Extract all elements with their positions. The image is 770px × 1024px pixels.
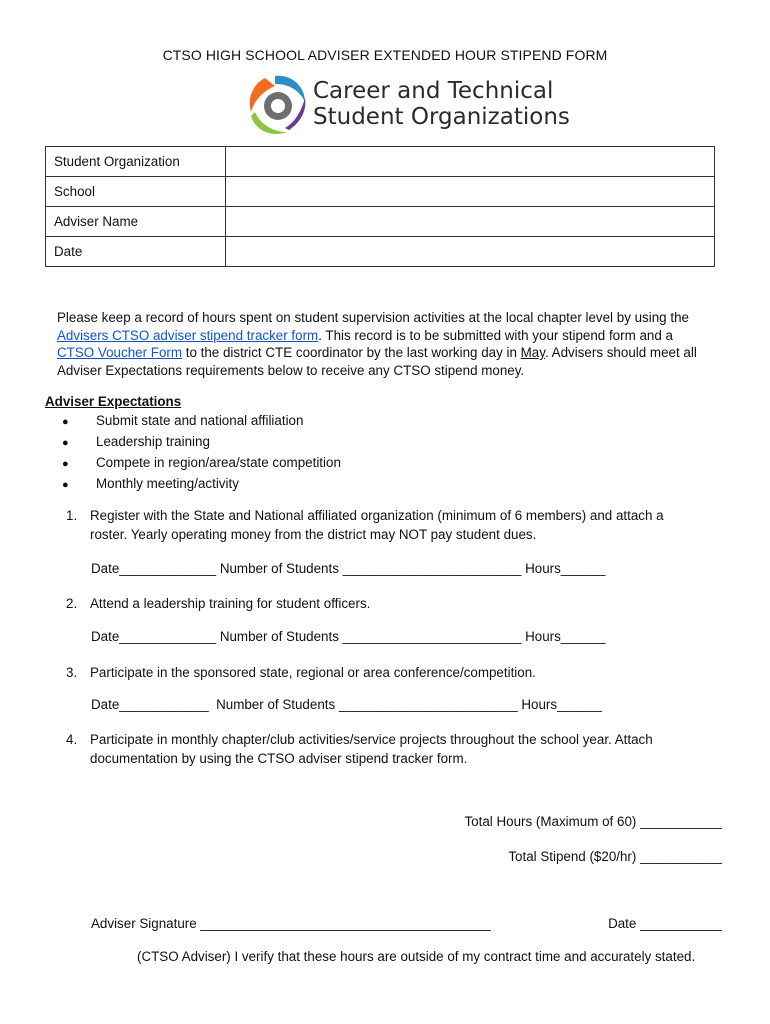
bullet-icon: ● [62,458,69,470]
ctso-logo [245,72,570,138]
step-2-fill-line[interactable]: Date_____________ Number of Students ________________________ Hours______ [91,629,606,644]
stipend-tracker-link[interactable]: Advisers CTSO adviser stipend tracker form [57,327,319,343]
date-field[interactable] [226,237,715,267]
bullet-icon: ● [62,479,69,491]
total-hours-line[interactable]: Total Hours (Maximum of 60) ___________ [464,814,722,829]
student-organization-field[interactable] [226,147,715,177]
expectations-list [62,411,341,495]
intro-text-2: . This record is to be submitted with your stipend form and a [318,327,673,343]
expectations-heading: Adviser Expectations [45,394,182,409]
step-number: 1. [66,508,78,523]
step-text: Register with the State and National affiliated organization (minimum of 6 members) and attach a [90,508,664,523]
adviser-name-label: Adviser Name [46,207,226,237]
list-item: ● Compete in region/area/state competition [62,453,341,474]
adviser-signature-line[interactable]: Adviser Signature _______________________________________ [91,916,491,931]
step-1-fill-line[interactable]: Date_____________ Number of Students ________________________ Hours______ [91,561,606,576]
intro-text-4: . Advisers should meet all Adviser Expectations requirements below to receive any CTSO stipend money. [57,345,697,378]
list-item: ● Submit state and national affiliation [62,411,341,432]
bullet-icon: ● [62,416,69,428]
school-label: School [46,177,226,207]
table-row [46,207,715,237]
student-organization-label: Student Organization [46,147,226,177]
step-text-cont: documentation by using the CTSO adviser stipend tracker form. [90,751,468,766]
logo-text-line1: Career and Technical [313,78,554,104]
adviser-name-field[interactable] [226,207,715,237]
list-item: ● Monthly meeting/activity [62,474,341,495]
step-text-cont: roster. Yearly operating money from the district may NOT pay student dues. [90,527,537,542]
step-text: Attend a leadership training for student officers. [90,596,371,611]
voucher-form-link[interactable]: CTSO Voucher Form [57,345,183,360]
step-text: Participate in the sponsored state, regional or area conference/competition. [90,665,536,680]
page-title: CTSO HIGH SCHOOL ADVISER EXTENDED HOUR STIPEND FORM [162,47,608,63]
step-3-fill-line[interactable]: Date____________ Number of Students ________________________ Hours______ [91,697,602,712]
logo-text-line2: Student Organizations [313,104,570,130]
intro-paragraph [57,309,727,379]
table-row [46,177,715,207]
step-1 [66,506,706,544]
date-label: Date [46,237,226,267]
step-text: Participate in monthly chapter/club activities/service projects throughout the school year. Attach [90,732,653,747]
total-stipend-line[interactable]: Total Stipend ($20/hr) ___________ [508,849,722,864]
school-field[interactable] [226,177,715,207]
signature-date-line[interactable]: Date ___________ [608,916,722,931]
step-3 [66,663,706,682]
list-item: ● Leadership training [62,432,341,453]
step-2 [66,594,706,613]
intro-month: May [520,345,545,360]
step-4 [66,730,706,768]
step-number: 4. [66,732,78,747]
table-row [46,147,715,177]
ctso-logo-icon [245,72,309,138]
step-number: 2. [66,596,78,611]
table-row [46,237,715,267]
info-table [45,146,715,267]
intro-text-1: Please keep a record of hours spent on student supervision activities at the local chapter level by using the [57,310,689,325]
intro-text-3: to the district CTE coordinator by the last working day in [182,345,521,360]
bullet-icon: ● [62,437,69,449]
step-number: 3. [66,665,78,680]
verification-statement: (CTSO Adviser) I verify that these hours are outside of my contract time and accurately stated. [137,949,696,964]
